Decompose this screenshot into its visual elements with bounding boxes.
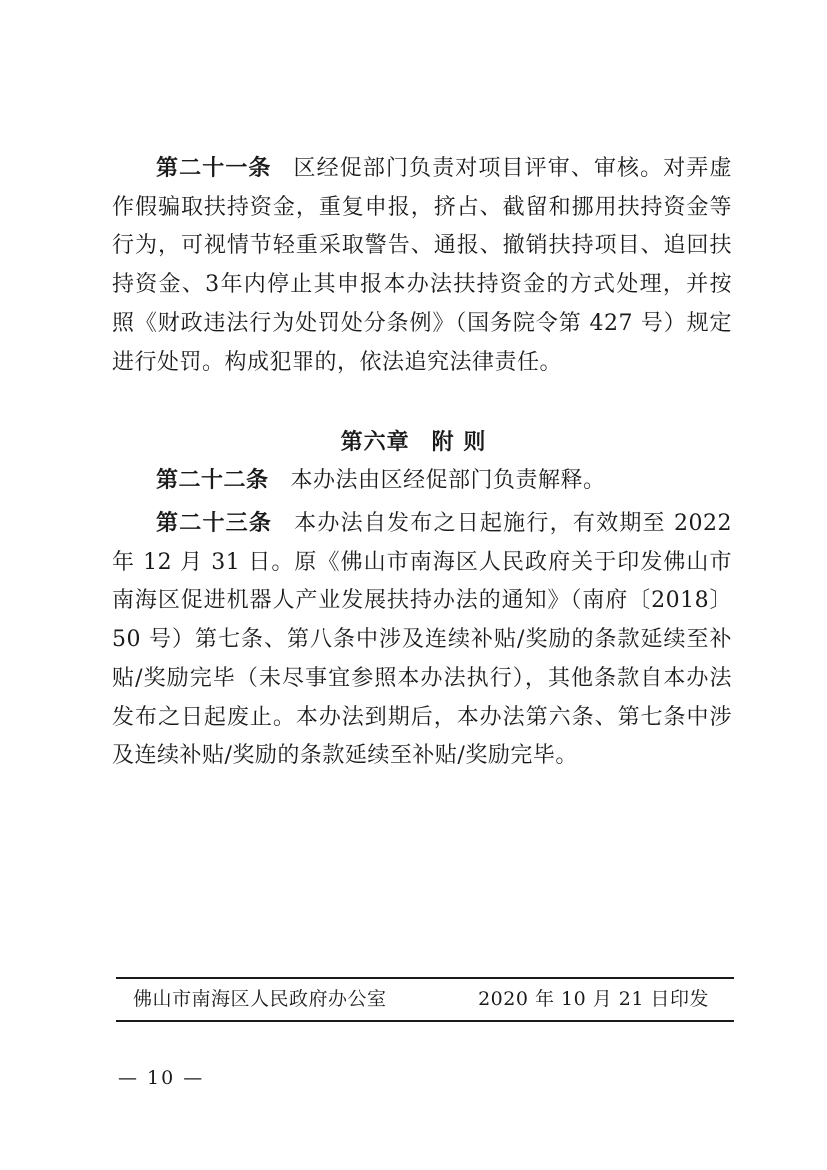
chapter-title: 附 则 <box>431 429 487 455</box>
article-21-body: 区经促部门负责对项目评审、审核。对弄虚作假骗取扶持资金，重复申报，挤占、截留和挪用扶持资金等行为，可视情节轻重采取警告、通报、撤销扶持项目、追回扶持资金、3年内停止其申报本办法扶持资金的方式处理，并按照《财政违法行为处罚处分条例》（国务院令第 427 号）规定进行处罚。构成犯罪的，依法追究法律责任。 <box>112 156 732 375</box>
footer-rule-top <box>116 977 734 979</box>
article-23-heading: 第二十三条 <box>156 510 273 536</box>
article-21 <box>112 149 732 382</box>
footer-date: 2020 年 10 月 21 日印发 <box>478 988 709 1010</box>
footer-rule-bottom <box>116 1020 734 1022</box>
chapter-number: 第六章 <box>340 429 410 455</box>
article-22 <box>112 461 732 501</box>
article-23-body: 本办法自发布之日起施行，有效期至 2022 年 12 月 31 日。原《佛山市南海区人民政府关于印发佛山市南海区促进机器人产业发展扶持办法的通知》（南府〔2018〕50 号）第七条、第八条中涉及连续补贴/奖励的条款延续至补贴/奖励完毕（未尽事宜参照本办法执行），其他条款自本办法发布之日起废止。本办法到期后，本办法第六条、第七条中涉及连续补贴/奖励的条款延续至补贴/奖励完毕。 <box>112 511 732 769</box>
article-22-body: 本办法由区经促部门负责解释。 <box>290 468 606 493</box>
page-number: — 10 — <box>118 1067 205 1089</box>
article-22-heading: 第二十二条 <box>156 467 269 493</box>
article-23 <box>112 504 732 776</box>
chapter-heading <box>0 426 827 458</box>
article-21-heading: 第二十一条 <box>156 155 272 181</box>
footer-issuer: 佛山市南海区人民政府办公室 <box>133 988 387 1010</box>
